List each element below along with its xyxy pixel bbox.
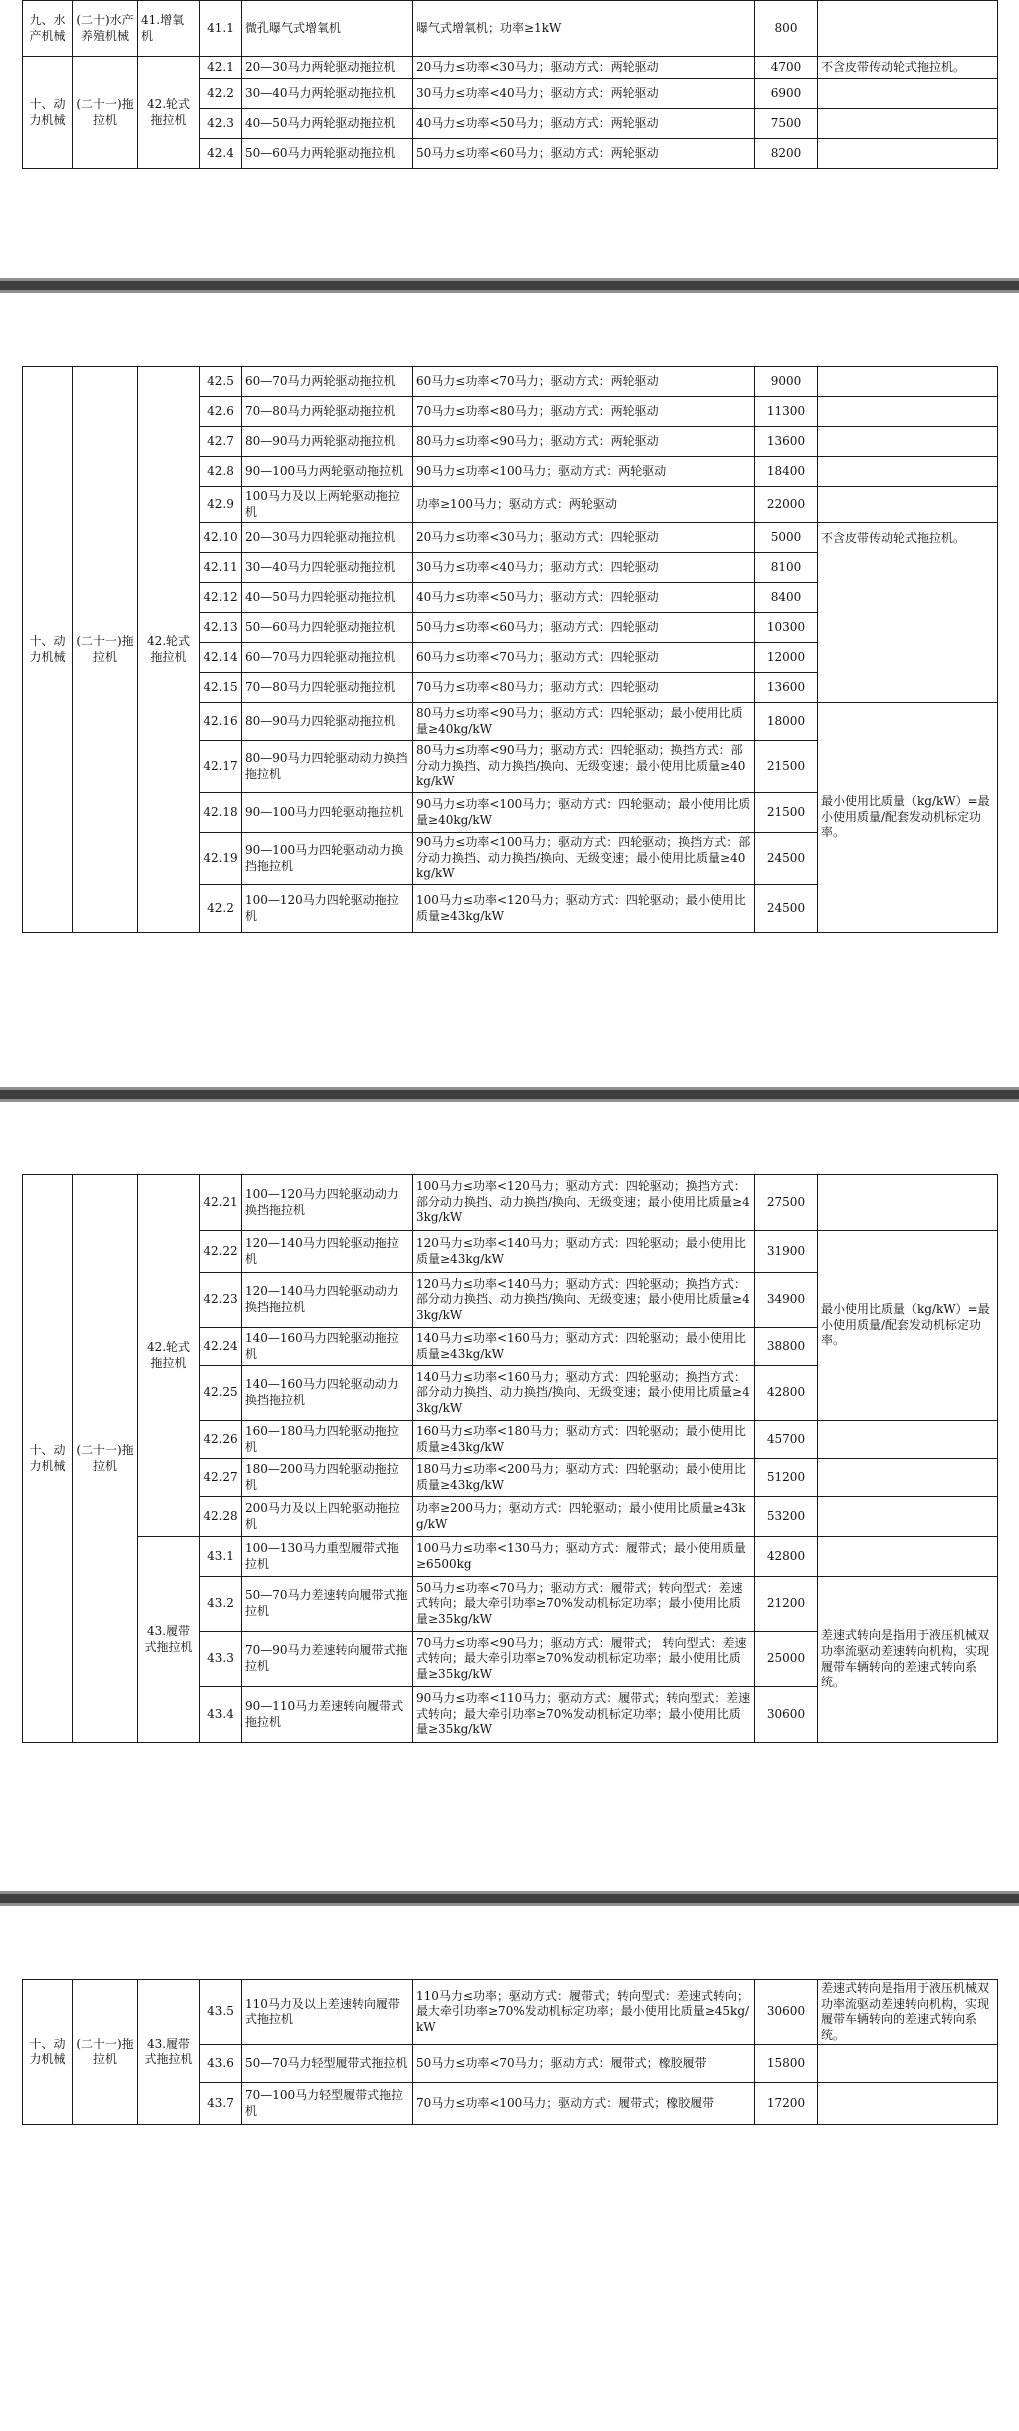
item-number: 42.7	[200, 427, 242, 457]
subsidy-table-1	[22, 0, 998, 169]
item-name: 50—70马力轻型履带式拖拉机	[242, 2045, 413, 2083]
item-spec: 70马力≤功率<100马力；驱动方式：履带式；橡胶履带	[413, 2083, 755, 2125]
item-spec: 110马力≤功率；驱动方式：履带式；转向型式：差速式转向；最大牵引功率≥70%发动机标定功率；最小使用比质量≥45kg/kW	[413, 1980, 755, 2045]
item-number: 42.19	[200, 833, 242, 885]
item-number: 42.6	[200, 397, 242, 427]
item-spec: 180马力≤功率<200马力；驱动方式：四轮驱动；最小使用比质量≥43kg/kW	[413, 1459, 755, 1497]
item-subsidy: 11300	[755, 397, 818, 427]
item-subsidy: 17200	[755, 2083, 818, 2125]
item-number: 42.21	[200, 1175, 242, 1231]
item-subsidy: 31900	[755, 1231, 818, 1273]
category-level3: 42.轮式拖拉机	[138, 1175, 200, 1537]
item-spec: 120马力≤功率<140马力；驱动方式：四轮驱动；换挡方式：部分动力换挡、动力换挡/换向、无级变速；最小使用比质量≥43kg/kW	[413, 1273, 755, 1328]
category-level3: 43.履带式拖拉机	[138, 1980, 200, 2125]
item-name: 50—60马力两轮驱动拖拉机	[242, 139, 413, 169]
item-name: 140—160马力四轮驱动拖拉机	[242, 1328, 413, 1366]
page-3-table	[22, 1174, 997, 1743]
table-row	[23, 367, 998, 397]
item-name: 70—90马力差速转向履带式拖拉机	[242, 1632, 413, 1687]
item-name: 100—120马力四轮驱动动力换挡拖拉机	[242, 1175, 413, 1231]
item-spec: 140马力≤功率<160马力；驱动方式：四轮驱动；换挡方式：部分动力换挡、动力换挡/换向、无级变速；最小使用比质量≥43kg/kW	[413, 1366, 755, 1421]
category-level2: (二十一)拖拉机	[73, 1175, 138, 1743]
item-number: 43.4	[200, 1687, 242, 1743]
item-name: 70—80马力四轮驱动拖拉机	[242, 673, 413, 703]
item-subsidy: 18400	[755, 457, 818, 487]
category-level3: 41.增氧机	[138, 1, 200, 57]
item-subsidy: 22000	[755, 487, 818, 523]
item-name: 50—60马力四轮驱动拖拉机	[242, 613, 413, 643]
category-level2: (二十一)拖拉机	[73, 367, 138, 933]
item-subsidy: 53200	[755, 1497, 818, 1537]
item-note	[818, 487, 998, 523]
item-note	[818, 1, 998, 57]
item-subsidy: 7500	[755, 109, 818, 139]
item-name: 120—140马力四轮驱动拖拉机	[242, 1231, 413, 1273]
item-note	[818, 1497, 998, 1537]
item-note: 最小使用比质量（kg/kW）=最小使用质量/配套发动机标定功率。	[818, 703, 998, 933]
item-note	[818, 139, 998, 169]
item-spec: 20马力≤功率<30马力；驱动方式：两轮驱动	[413, 57, 755, 79]
item-note: 不含皮带传动轮式拖拉机。	[818, 57, 998, 79]
item-subsidy: 4700	[755, 57, 818, 79]
item-name: 90—110马力差速转向履带式拖拉机	[242, 1687, 413, 1743]
item-subsidy: 12000	[755, 643, 818, 673]
item-spec: 160马力≤功率<180马力；驱动方式：四轮驱动；最小使用比质量≥43kg/kW	[413, 1421, 755, 1459]
item-spec: 功率≥200马力；驱动方式：四轮驱动；最小使用比质量≥43kg/kW	[413, 1497, 755, 1537]
item-number: 42.26	[200, 1421, 242, 1459]
item-spec: 100马力≤功率<120马力；驱动方式：四轮驱动；换挡方式：部分动力换挡、动力换挡/换向、无级变速；最小使用比质量≥43kg/kW	[413, 1175, 755, 1231]
item-spec: 70马力≤功率<80马力；驱动方式：四轮驱动	[413, 673, 755, 703]
item-number: 41.1	[200, 1, 242, 57]
item-name: 20—30马力四轮驱动拖拉机	[242, 523, 413, 553]
item-spec: 50马力≤功率<60马力；驱动方式：四轮驱动	[413, 613, 755, 643]
item-number: 43.1	[200, 1537, 242, 1577]
item-subsidy: 51200	[755, 1459, 818, 1497]
table-row	[23, 57, 998, 79]
item-note: 不含皮带传动轮式拖拉机。	[818, 523, 998, 703]
item-name: 60—70马力四轮驱动拖拉机	[242, 643, 413, 673]
item-subsidy: 25000	[755, 1632, 818, 1687]
item-number: 42.17	[200, 741, 242, 793]
item-name: 140—160马力四轮驱动动力换挡拖拉机	[242, 1366, 413, 1421]
page-2-table	[22, 366, 997, 933]
item-name: 30—40马力两轮驱动拖拉机	[242, 79, 413, 109]
item-subsidy: 8100	[755, 553, 818, 583]
item-note: 差速式转向是指用于液压机械双功率流驱动差速转向机构，实现履带车辆转向的差速式转向系统。	[818, 1577, 998, 1743]
item-number: 42.1	[200, 57, 242, 79]
category-level3: 42.轮式拖拉机	[138, 57, 200, 169]
item-number: 42.23	[200, 1273, 242, 1328]
item-spec: 功率≥100马力；驱动方式：两轮驱动	[413, 487, 755, 523]
item-spec: 40马力≤功率<50马力；驱动方式：四轮驱动	[413, 583, 755, 613]
page-4-table	[22, 1979, 997, 2125]
subsidy-table-2	[22, 366, 998, 933]
item-name: 40—50马力四轮驱动拖拉机	[242, 583, 413, 613]
item-subsidy: 5000	[755, 523, 818, 553]
item-spec: 140马力≤功率<160马力；驱动方式：四轮驱动；最小使用比质量≥43kg/kW	[413, 1328, 755, 1366]
item-subsidy: 42800	[755, 1537, 818, 1577]
item-subsidy: 21200	[755, 1577, 818, 1632]
item-subsidy: 21500	[755, 741, 818, 793]
item-subsidy: 15800	[755, 2045, 818, 2083]
item-note	[818, 457, 998, 487]
item-note	[818, 1459, 998, 1497]
item-spec: 100马力≤功率<130马力；驱动方式：履带式；最小使用质量≥6500kg	[413, 1537, 755, 1577]
item-spec: 曝气式增氧机；功率≥1kW	[413, 1, 755, 57]
item-spec: 80马力≤功率<90马力；驱动方式：四轮驱动；最小使用比质量≥40kg/kW	[413, 703, 755, 741]
category-level1: 十、动力机械	[23, 1980, 73, 2125]
category-level1: 九、水产机械	[23, 1, 73, 57]
item-spec: 80马力≤功率<90马力；驱动方式：两轮驱动	[413, 427, 755, 457]
item-subsidy: 6900	[755, 79, 818, 109]
table-row	[23, 1537, 998, 1577]
item-subsidy: 21500	[755, 793, 818, 833]
item-number: 42.2	[200, 885, 242, 933]
table-row	[23, 1, 998, 57]
item-note	[818, 1537, 998, 1577]
item-number: 42.8	[200, 457, 242, 487]
item-subsidy: 24500	[755, 885, 818, 933]
item-name: 80—90马力两轮驱动拖拉机	[242, 427, 413, 457]
item-number: 42.28	[200, 1497, 242, 1537]
item-subsidy: 24500	[755, 833, 818, 885]
item-name: 90—100马力四轮驱动动力换挡拖拉机	[242, 833, 413, 885]
item-name: 120—140马力四轮驱动动力换挡拖拉机	[242, 1273, 413, 1328]
item-name: 100—120马力四轮驱动拖拉机	[242, 885, 413, 933]
item-subsidy: 13600	[755, 427, 818, 457]
item-name: 100—130马力重型履带式拖拉机	[242, 1537, 413, 1577]
item-name: 110马力及以上差速转向履带式拖拉机	[242, 1980, 413, 2045]
item-spec: 40马力≤功率<50马力；驱动方式：两轮驱动	[413, 109, 755, 139]
item-subsidy: 38800	[755, 1328, 818, 1366]
item-name: 160—180马力四轮驱动拖拉机	[242, 1421, 413, 1459]
item-name: 70—80马力两轮驱动拖拉机	[242, 397, 413, 427]
item-name: 50—70马力差速转向履带式拖拉机	[242, 1577, 413, 1632]
item-number: 43.6	[200, 2045, 242, 2083]
item-name: 20—30马力两轮驱动拖拉机	[242, 57, 413, 79]
item-name: 200马力及以上四轮驱动拖拉机	[242, 1497, 413, 1537]
page-separator	[0, 1090, 1019, 1099]
item-spec: 70马力≤功率<90马力；驱动方式：履带式； 转向型式：差速式转向；最大牵引功率≥70%发动机标定功率；最小使用比质量≥35kg/kW	[413, 1632, 755, 1687]
item-subsidy: 9000	[755, 367, 818, 397]
item-subsidy: 42800	[755, 1366, 818, 1421]
item-spec: 90马力≤功率<110马力；驱动方式：履带式；转向型式：差速式转向；最大牵引功率≥70%发动机标定功率；最小使用比质量≥35kg/kW	[413, 1687, 755, 1743]
item-number: 42.4	[200, 139, 242, 169]
item-name: 80—90马力四轮驱动拖拉机	[242, 703, 413, 741]
item-note	[818, 427, 998, 457]
category-level3: 42.轮式拖拉机	[138, 367, 200, 933]
item-subsidy: 27500	[755, 1175, 818, 1231]
item-spec: 120马力≤功率<140马力；驱动方式：四轮驱动；最小使用比质量≥43kg/kW	[413, 1231, 755, 1273]
item-name: 70—100马力轻型履带式拖拉机	[242, 2083, 413, 2125]
item-number: 42.15	[200, 673, 242, 703]
item-subsidy: 8200	[755, 139, 818, 169]
item-spec: 60马力≤功率<70马力；驱动方式：两轮驱动	[413, 367, 755, 397]
category-level1: 十、动力机械	[23, 57, 73, 169]
item-note: 最小使用比质量（kg/kW）=最小使用质量/配套发动机标定功率。	[818, 1231, 998, 1421]
item-number: 42.14	[200, 643, 242, 673]
table-row	[23, 1980, 998, 2045]
item-number: 43.7	[200, 2083, 242, 2125]
item-spec: 100马力≤功率<120马力；驱动方式：四轮驱动；最小使用比质量≥43kg/kW	[413, 885, 755, 933]
item-number: 43.5	[200, 1980, 242, 2045]
item-number: 42.16	[200, 703, 242, 741]
item-subsidy: 18000	[755, 703, 818, 741]
item-name: 90—100马力四轮驱动拖拉机	[242, 793, 413, 833]
item-spec: 90马力≤功率<100马力；驱动方式：四轮驱动；最小使用比质量≥40kg/kW	[413, 793, 755, 833]
category-level2: (二十一)拖拉机	[73, 1980, 138, 2125]
item-subsidy: 45700	[755, 1421, 818, 1459]
item-name: 60—70马力两轮驱动拖拉机	[242, 367, 413, 397]
item-name: 40—50马力两轮驱动拖拉机	[242, 109, 413, 139]
page-separator	[0, 1894, 1019, 1903]
item-number: 42.24	[200, 1328, 242, 1366]
table-row	[23, 1175, 998, 1231]
subsidy-table-4	[22, 1979, 998, 2125]
item-number: 42.9	[200, 487, 242, 523]
item-number: 43.2	[200, 1577, 242, 1632]
item-note	[818, 1421, 998, 1459]
item-spec: 50马力≤功率<70马力；驱动方式：履带式；转向型式：差速式转向；最大牵引功率≥70%发动机标定功率；最小使用比质量≥35kg/kW	[413, 1577, 755, 1632]
item-spec: 50马力≤功率<70马力；驱动方式：履带式；橡胶履带	[413, 2045, 755, 2083]
item-spec: 50马力≤功率<60马力；驱动方式：两轮驱动	[413, 139, 755, 169]
item-note	[818, 2045, 998, 2083]
item-note	[818, 2083, 998, 2125]
item-number: 42.3	[200, 109, 242, 139]
item-number: 42.10	[200, 523, 242, 553]
item-spec: 80马力≤功率<90马力；驱动方式：四轮驱动；换挡方式：部分动力换挡、动力换挡/换向、无级变速；最小使用比质量≥40kg/kW	[413, 741, 755, 793]
category-level2: (二十一)拖拉机	[73, 57, 138, 169]
item-spec: 30马力≤功率<40马力；驱动方式：四轮驱动	[413, 553, 755, 583]
subsidy-table-3	[22, 1174, 998, 1743]
item-number: 42.22	[200, 1231, 242, 1273]
item-note: 差速式转向是指用于液压机械双功率流驱动差速转向机构，实现履带车辆转向的差速式转向系统。	[818, 1980, 998, 2045]
item-name: 100马力及以上两轮驱动拖拉机	[242, 487, 413, 523]
item-number: 42.18	[200, 793, 242, 833]
category-level1: 十、动力机械	[23, 367, 73, 933]
item-subsidy: 13600	[755, 673, 818, 703]
item-spec: 90马力≤功率<100马力；驱动方式：四轮驱动；换挡方式：部分动力换挡、动力换挡/换向、无级变速；最小使用比质量≥40kg/kW	[413, 833, 755, 885]
item-name: 30—40马力四轮驱动拖拉机	[242, 553, 413, 583]
item-number: 42.2	[200, 79, 242, 109]
item-note	[818, 79, 998, 109]
item-number: 43.3	[200, 1632, 242, 1687]
item-note	[818, 367, 998, 397]
item-note	[818, 109, 998, 139]
item-number: 42.13	[200, 613, 242, 643]
category-level1: 十、动力机械	[23, 1175, 73, 1743]
item-subsidy: 10300	[755, 613, 818, 643]
item-subsidy: 800	[755, 1, 818, 57]
item-number: 42.25	[200, 1366, 242, 1421]
item-number: 42.12	[200, 583, 242, 613]
item-subsidy: 30600	[755, 1980, 818, 2045]
item-number: 42.27	[200, 1459, 242, 1497]
item-subsidy: 34900	[755, 1273, 818, 1328]
item-spec: 60马力≤功率<70马力；驱动方式：四轮驱动	[413, 643, 755, 673]
item-number: 42.11	[200, 553, 242, 583]
item-name: 180—200马力四轮驱动拖拉机	[242, 1459, 413, 1497]
item-note	[818, 397, 998, 427]
category-level2: (二十)水产养殖机械	[73, 1, 138, 57]
item-note	[818, 1175, 998, 1231]
item-number: 42.5	[200, 367, 242, 397]
page-separator	[0, 281, 1019, 290]
item-name: 90—100马力两轮驱动拖拉机	[242, 457, 413, 487]
item-spec: 90马力≤功率<100马力；驱动方式：两轮驱动	[413, 457, 755, 487]
item-name: 微孔曝气式增氧机	[242, 1, 413, 57]
item-spec: 30马力≤功率<40马力；驱动方式：两轮驱动	[413, 79, 755, 109]
category-level3: 43.履带式拖拉机	[138, 1537, 200, 1743]
item-subsidy: 30600	[755, 1687, 818, 1743]
item-spec: 70马力≤功率<80马力；驱动方式：两轮驱动	[413, 397, 755, 427]
item-subsidy: 8400	[755, 583, 818, 613]
page-1-table	[22, 0, 997, 169]
item-name: 80—90马力四轮驱动动力换挡拖拉机	[242, 741, 413, 793]
item-spec: 20马力≤功率<30马力；驱动方式：四轮驱动	[413, 523, 755, 553]
